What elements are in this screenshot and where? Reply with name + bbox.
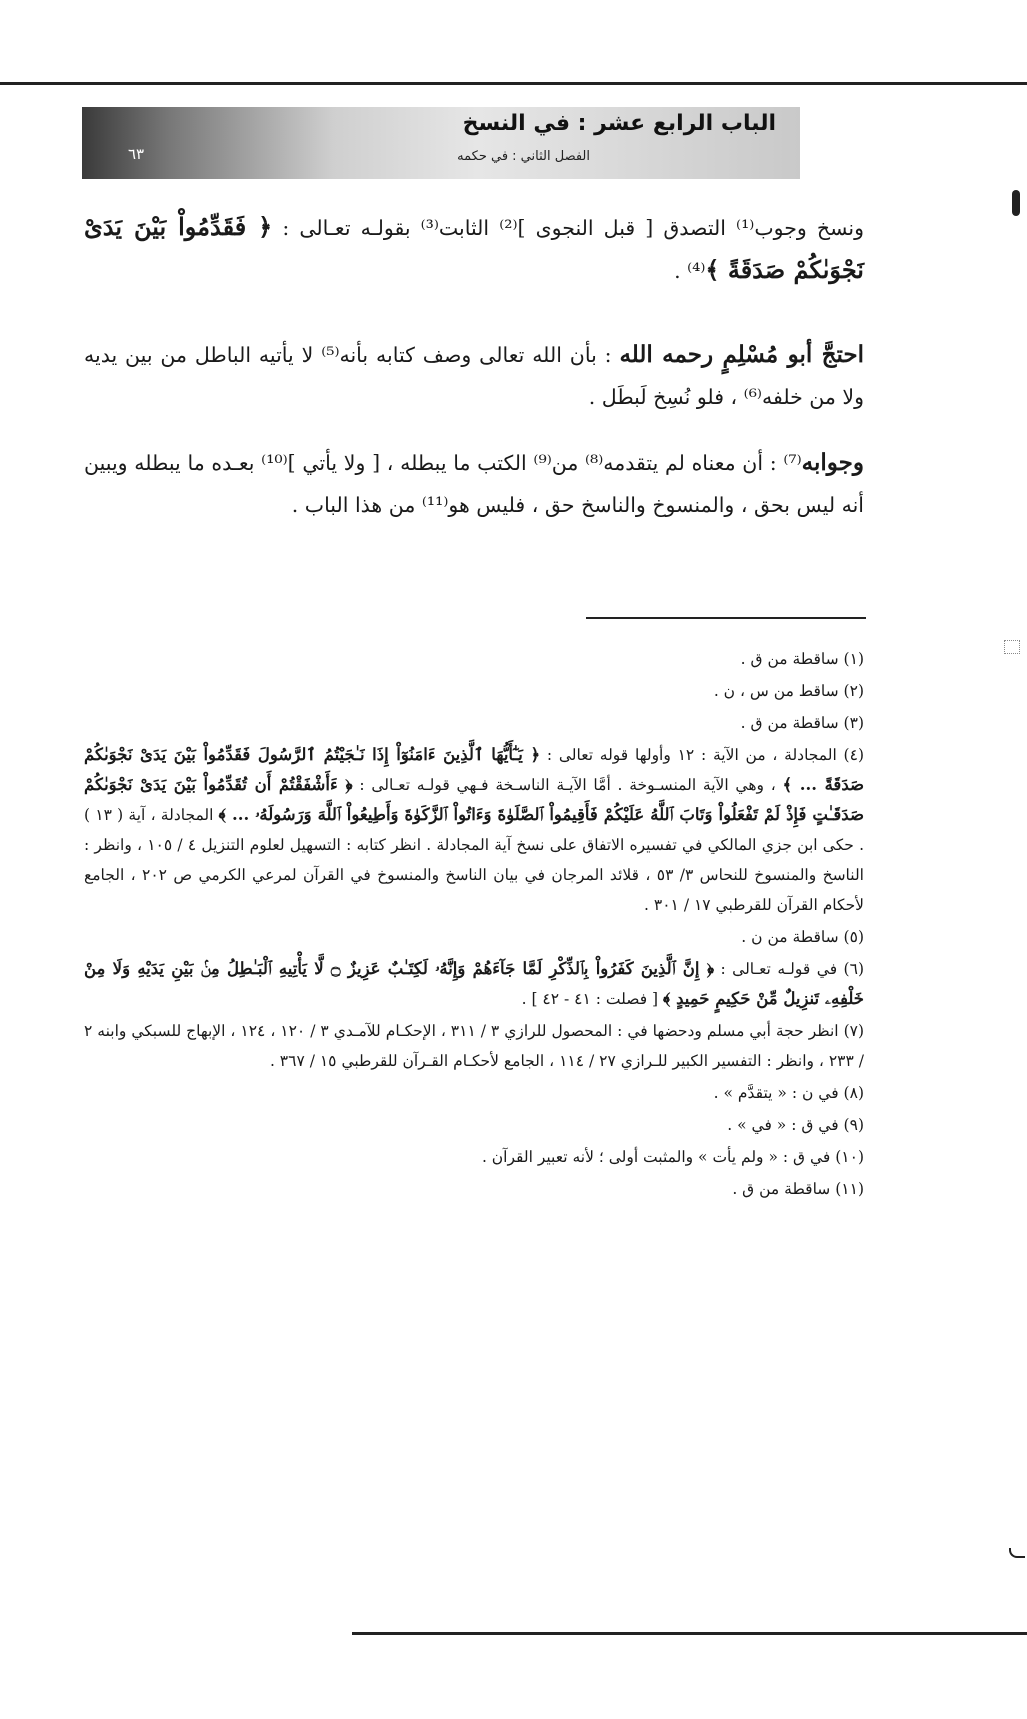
footnote-3: (٣) ساقطة من ق .	[740, 714, 864, 732]
page-number: ٦٣	[128, 145, 145, 163]
chapter-title: الباب الرابع عشر : في النسخ	[462, 111, 776, 136]
scan-speck	[1004, 640, 1020, 654]
footnote-6	[84, 954, 864, 1014]
quran-verse: ﴿ فَقَدِّمُواْ بَيْنَ يَدَىْ نَجْوَىٰكُمْ صَدَقَةً ﴾	[84, 212, 864, 284]
scan-corner-mark	[1009, 1548, 1025, 1558]
footnote-10: (١٠) في ق : « ولم يأت » والمثبت أولى ؛ لأنه تعبير القرآن .	[481, 1148, 864, 1166]
scan-edge-mark	[1012, 190, 1020, 216]
top-rule	[0, 82, 1027, 85]
footnote-4	[84, 740, 864, 920]
paragraph-2	[84, 334, 864, 418]
footnote-2: (٢) ساقط من س ، ن .	[713, 682, 864, 700]
footnote-11: (١١) ساقطة من ق .	[732, 1180, 864, 1198]
footnote-6-a: (٦) في قولـه تعـالى :	[714, 960, 864, 978]
paragraph-2-lead: احتجَّ أبو مُسْلِمٍ رحمه الله	[619, 341, 864, 368]
footnote-4-verse-2: ﴿ ءَأَشْفَقْتُمْ أَن تُقَدِّمُواْ بَيْنَ يَدَىْ نَجْوَىٰكُمْ صَدَقَـٰتٍ فَإِذْ لَمْ تَفْعَلُواْ وَتَابَ ٱللَّهُ عَلَيْكُمْ فَأَقِيمُواْ ٱلصَّلَوٰةَ وَءَاتُواْ ٱلزَّكَوٰةَ وَأَطِيعُواْ ٱللَّهَ وَرَسُولَهُۥ ... ﴾	[84, 775, 864, 824]
chapter-header	[82, 107, 800, 179]
footnote-7: (٧) انظر حجة أبي مسلم ودحضها في : المحصول للرازي ٣ / ٣١١ ، الإحكـام للآمـدي ٣ / ١٢٠ ، ١٢٤ ، الإبهاج للسبكي وابنه ٢ / ٢٣٣ ، وانظر : التفسير الكبير للـرازي ٢٧ / ١١٤ ، الجامع لأحكـام القـرآن للقرطبي ١٥ / ٣٦٧ .	[84, 1022, 865, 1070]
paragraph-1-text: ونسخ وجوب⁽¹⁾ التصدق [ قبل النجوى ]⁽²⁾ الثابت⁽³⁾ بقولـه تعـالى :	[272, 216, 865, 240]
paragraph-1	[84, 206, 864, 292]
footnotes	[84, 644, 864, 1206]
footnote-separator	[586, 617, 866, 619]
footnote-4-b: ، وهي الآية المنسـوخة . أمَّا الآيـة الناسـخة فـهي قولـه تعـالى :	[352, 776, 783, 794]
footnote-4-a: (٤) المجادلة ، من الآية : ١٢ وأولها قوله تعالى :	[540, 746, 864, 764]
footnote-8: (٨) في ن : « يتقدَّم » .	[713, 1084, 864, 1102]
footnote-1: (١) ساقطة من ق .	[740, 650, 864, 668]
paragraph-3-lead: وجوابه	[801, 449, 864, 476]
footnote-4-c: المجادلة ، آية ( ١٣ ) . حكى ابن جزي المالكي في تفسيره الاتفاق على نسخ آية المجادلة . انظر كتابه : التسهيل لعلوم التنزيل ٤ / ١٠٥ ، وانظر : الناسخ والمنسوخ للنحاس ٣/ ٥٣ ، قلائد المرجان في بيان الناسخ والمنسوخ في القرآن لمرعي الكرمي ص ٢٠٢ ، الجامع لأحكام القرآن للقرطبي ١٧ / ٣٠١ .	[84, 806, 864, 914]
bottom-rule	[352, 1632, 1027, 1635]
paragraph-1-tail: ⁽⁴⁾ .	[674, 259, 706, 283]
paragraph-3	[84, 442, 864, 526]
footnote-6-b: [ فصلت : ٤١ - ٤٢ ] .	[521, 990, 664, 1008]
paragraph-3-text: ⁽⁷⁾ : أن معناه لم يتقدمه⁽⁸⁾ من⁽⁹⁾ الكتب ما يبطله ، [ ولا يأتي ]⁽¹⁰⁾ بعـده ما يبطله ويبين أنه ليس بحق ، والمنسوخ والناسخ حق ، فليس هو⁽¹¹⁾ من هذا الباب .	[84, 451, 864, 517]
footnote-5: (٥) ساقطة من ن .	[741, 928, 864, 946]
footnote-4-verse-1: ﴿ يَـٰٓأَيُّهَا ٱلَّذِينَ ءَامَنُوٓاْ إِذَا نَـٰجَيْتُمُ ٱلرَّسُولَ فَقَدِّمُواْ بَيْنَ يَدَىْ نَجْوَىٰكُمْ صَدَقَةً ... ﴾	[84, 745, 864, 794]
paragraph-2-text: : بأن الله تعالى وصف كتابه بأنه⁽⁵⁾ لا يأتيه الباطل من بين يديه ولا من خلفه⁽⁶⁾ ، فلو نُسِخ لَبطَل .	[84, 343, 864, 409]
footnote-9: (٩) في ق : « في » .	[727, 1116, 864, 1134]
footnote-6-verse: ﴿ إِنَّ ٱلَّذِينَ كَفَرُواْ بِٱلذِّكْرِ لَمَّا جَآءَهُمْ وَإِنَّهُۥ لَكِتَـٰبٌ عَزِيزٌ ۝ لَّا يَأْتِيهِ ٱلْبَـٰطِلُ مِنۢ بَيْنِ يَدَيْهِ وَلَا مِنْ خَلْفِهِۦ تَنزِيلٌ مِّنْ حَكِيمٍ حَمِيدٍ ﴾	[84, 959, 864, 1008]
section-subtitle: الفصل الثاني : في حكمه	[457, 149, 590, 164]
